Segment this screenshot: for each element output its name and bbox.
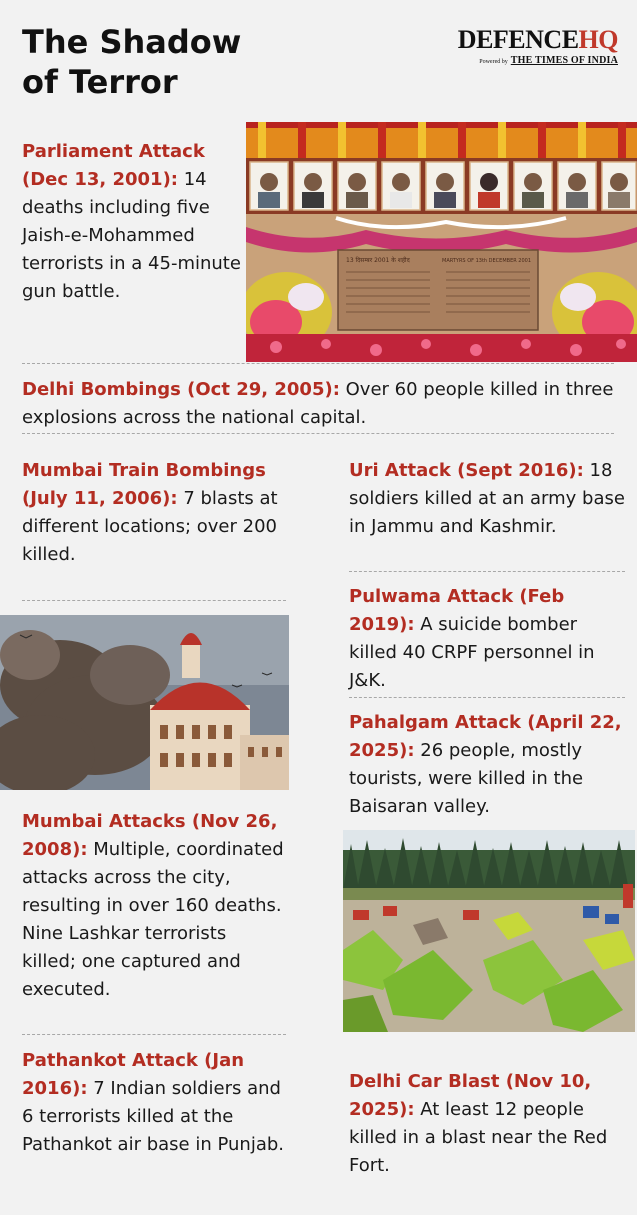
powered-by-text: Powered by [479,59,508,65]
valley-illustration [343,830,635,1032]
brand-suffix: HQ [578,25,618,54]
brand-wordmark [418,26,618,54]
entry-heading: Pahalgam Attack (April 22, 2025): [349,712,622,761]
entry-body: Multiple, coordinated attacks across the city, resulting in over 160 deaths. Nine Lashkar terrorists killed; one captured and executed. [22,839,284,1000]
entry-body: 14 deaths including five Jaish-e-Mohammed terrorists in a 45-minute gun battle. [22,169,241,302]
entry-mumbai-attacks [22,808,284,1004]
divider [349,697,625,698]
entry-pulwama-attack [349,583,625,695]
divider [22,433,614,434]
publisher-name: THE TIMES OF INDIA [510,55,618,66]
baisaran-valley-photo [343,830,635,1032]
entry-pahalgam-attack [349,709,625,821]
memorial-plaque [338,250,538,330]
entry-body: Over 60 people killed in three explosions across the national capital. [22,379,614,428]
plaque-text-hindi: 13 दिसम्बर 2001 के शहीद [346,257,410,264]
divider [22,363,614,364]
entry-heading: Pulwama Attack (Feb 2019): [349,586,565,635]
entry-body: 26 people, mostly tourists, were killed in the Baisaran valley. [349,740,584,817]
entry-parliament-attack [22,138,244,306]
taj-illustration [0,615,289,790]
entry-heading: Mumbai Train Bombings (July 11, 2006): [22,460,266,509]
entry-body: 18 soldiers killed at an army base in Jammu and Kashmir. [349,460,625,537]
divider [22,600,286,601]
entry-heading: Delhi Bombings (Oct 29, 2005): [22,379,340,400]
parliament-memorial-photo [246,122,637,362]
entry-heading: Mumbai Attacks (Nov 26, 2008): [22,811,278,860]
divider [349,571,625,572]
brand-name: DEFENCE [457,25,579,54]
entry-delhi-car-blast [349,1068,625,1180]
entry-body: A suicide bomber killed 40 CRPF personnel in J&K. [349,614,595,691]
marigold-garlands [246,122,637,162]
entry-pathankot-attack [22,1047,284,1159]
entry-mumbai-train-bombings [22,457,284,569]
divider [22,1034,286,1035]
plaque-text-english: MARTYRS OF 13th DECEMBER 2001 [442,258,532,264]
entry-heading: Parliament Attack (Dec 13, 2001): [22,141,205,190]
brand-logo [418,26,618,69]
entry-body: 7 blasts at different locations; over 200 killed. [22,488,278,565]
entry-heading: Pathankot Attack (Jan 2016): [22,1050,245,1099]
entry-heading: Delhi Car Blast (Nov 10, 2025): [349,1071,592,1120]
entry-body: 7 Indian soldiers and 6 terrorists killed at the Pathankot air base in Punjab. [22,1078,285,1155]
title-line-1: The Shadow [22,23,242,61]
title-line-2: of Terror [22,63,178,101]
brand-tagline [418,54,618,69]
page-title [22,22,241,102]
entry-delhi-bombings [22,376,622,432]
entry-heading: Uri Attack (Sept 2016): [349,460,584,481]
entry-uri-attack [349,457,625,541]
memorial-illustration [246,122,637,362]
entry-body: At least 12 people killed in a blast near the Red Fort. [349,1099,608,1176]
taj-hotel-attack-photo [0,615,289,790]
